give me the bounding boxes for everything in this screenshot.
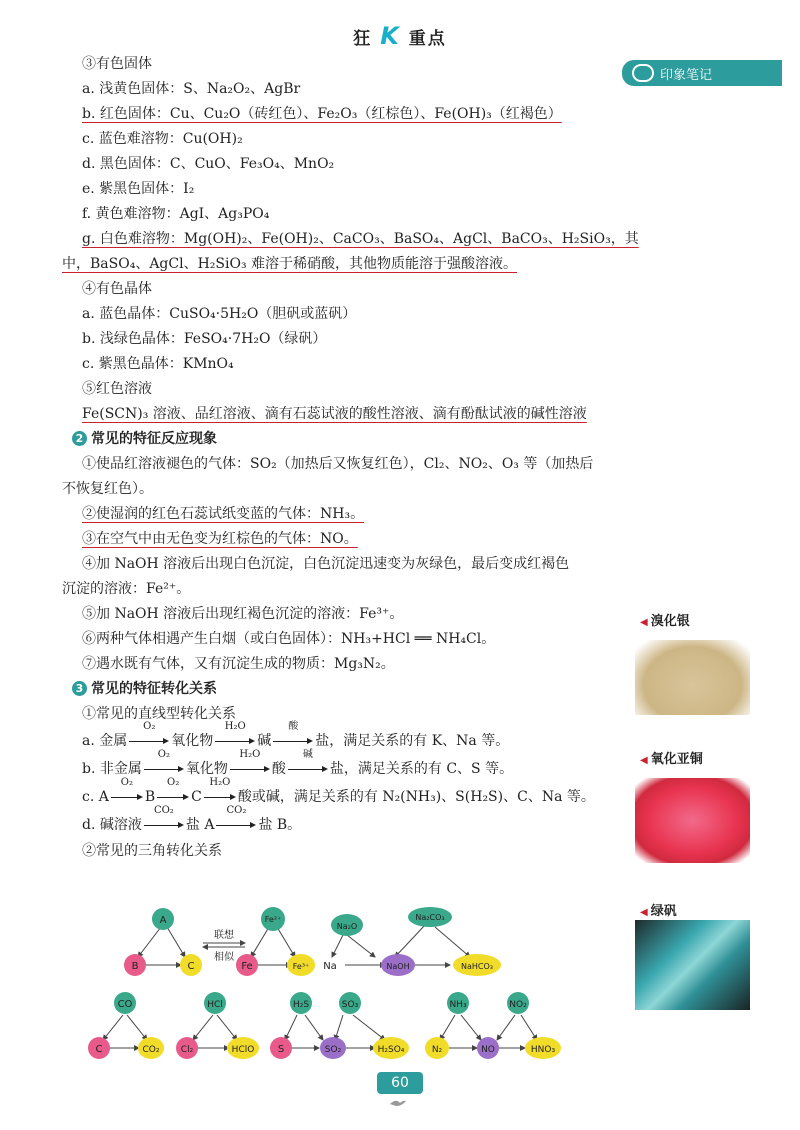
triangle-diagrams [85,905,585,1065]
list-item-text: 中，BaSO₄、AgCl、H₂SiO₃ 难溶于稀硝酸，其他物质能溶于强酸溶液。 [62,256,518,272]
agbr-photo [635,640,750,715]
side-label-text: 绿矾 [650,904,677,919]
main-content [62,52,639,864]
section-number-badge: 3 [72,681,87,696]
header-text-2: 重点 [408,29,447,49]
right-arrow-icon [144,749,184,774]
reaction-text: C [191,789,202,805]
right-arrow-icon [129,721,169,746]
reaction-text: B [144,789,156,805]
right-arrow-icon [215,721,255,746]
node-label: Na [323,961,337,972]
list-item: e. 紫黑色固体：I₂ [82,181,195,197]
arrow-label: O₂ [167,777,180,788]
reaction-text: 酸或碱，满足关系的有 N₂(NH₃)、S(H₂S)、C、Na 等。 [237,789,595,805]
paragraph-line: ⑦遇水既有气体，又有沉淀生成的物质：Mg₃N₂。 [82,656,395,672]
side-label-green-vitriol: ◀ 绿矾 [640,904,677,919]
reaction-text: 盐 B。 [258,817,302,833]
paragraph-line: ⑤加 NaOH 溶液后出现红褐色沉淀的溶液：Fe³⁺。 [82,606,404,622]
section-number-badge: 2 [72,431,87,446]
node-label: NO [481,1045,495,1055]
right-arrow-icon [204,777,236,802]
node-label: NO₂ [509,1000,527,1010]
node-label: S [277,1044,285,1055]
node-label: Fe³⁺ [292,962,310,971]
side-label-agbr: ◀ 溴化银 [640,614,690,629]
green-vitriol-photo [635,920,750,1010]
side-label-text: 溴化银 [650,614,690,629]
section-heading-text: 常见的特征转化关系 [91,681,217,697]
reaction-text: b. 非金属 [82,761,142,777]
node-label: H₂SO₄ [377,1045,405,1055]
reaction-text: 氧化物 [171,733,214,749]
node-label: CO [117,999,133,1010]
header-k-logo: K [380,22,401,50]
node-label: SO₃ [341,1000,359,1010]
note-tab [622,60,782,86]
paragraph-line: 沉淀的溶液：Fe²⁺。 [62,581,191,597]
note-tab-label: 印象笔记 [660,67,713,83]
reaction-text: a. 金属 [82,733,128,749]
right-arrow-icon [157,777,189,802]
arrow-label: CO₂ [226,805,247,816]
elephant-icon [632,64,654,82]
paragraph-line: ②常见的三角转化关系 [82,843,222,859]
list-item [62,102,622,127]
list-item: b. 浅绿色晶体：FeSO₄·7H₂O（绿矾） [82,331,327,347]
reaction-text: c. A [82,789,109,805]
reaction-text: 盐，满足关系的有 C、S 等。 [329,761,514,777]
list-item-text: g. 白色难溶物：Mg(OH)₂、Fe(OH)₂、CaCO₃、BaSO₄、AgCl、BaCO₃、H₂SiO₃，其 [82,231,639,247]
node-label: Cl₂ [180,1045,194,1055]
node-label: B [131,961,139,972]
page-header [0,22,800,50]
arrow-label: O₂ [143,721,156,732]
node-label: Fe²⁺ [264,915,282,924]
arrow-label: H₂O [209,777,231,788]
paragraph-line: ①使品红溶液褪色的气体：SO₂（加热后又恢复红色），Cl₂、NO₂、O₃ 等（加热后 [82,456,594,472]
paragraph-line [62,527,622,552]
right-arrow-icon [273,721,313,746]
right-arrow-icon [216,805,256,830]
section-heading-text: 常见的特征反应现象 [91,431,217,447]
paragraph-text: ②使湿润的红色石蕊试纸变蓝的气体：NH₃。 [82,506,365,522]
reaction-text: 碱 [257,733,272,749]
list-item: d. 黑色固体：C、CuO、Fe₃O₄、MnO₂ [82,156,335,172]
paragraph-line: 不恢复红色）。 [62,481,153,497]
paragraph-line: ⑥两种气体相遇产生白烟（或白色固体）：NH₃+HCl ══ NH₄Cl。 [82,631,496,647]
node-label: Fe [241,961,253,972]
node-label: Na₂CO₃ [415,913,445,922]
arrow-label: O₂ [120,777,133,788]
list-item [62,227,639,252]
bird-icon [388,1098,408,1108]
node-label: A [159,915,167,926]
reaction-text: 氧化物 [185,761,228,777]
cu2o-photo [635,778,750,863]
reaction-text: 酸 [271,761,286,777]
paragraph-text: ③在空气中由无色变为红棕色的气体：NO。 [82,531,358,547]
node-label: CO₂ [142,1045,160,1055]
list-item: a. 蓝色晶体：CuSO₄·5H₂O（胆矾或蓝矾） [82,306,357,322]
list-item: a. 浅黄色固体：S、Na₂O₂、AgBr [82,81,301,97]
side-label-text: 氧化亚铜 [650,752,703,767]
node-label: NaHCO₃ [461,962,493,971]
reaction-text: 盐 A [185,817,215,833]
paragraph-line: ④加 NaOH 溶液后出现白色沉淀，白色沉淀迅速变为灰绿色，最后变成红褐色 [82,556,570,572]
side-label-cu2o: ◀ 氧化亚铜 [640,752,703,767]
list-item-text: b. 红色固体：Cu、Cu₂O（砖红色）、Fe₂O₃（红棕色）、Fe(OH)₃（红褐色） [82,106,562,122]
arrow-label: 酸 [288,721,299,732]
paragraph-line: ①常见的直线型转化关系 [82,706,236,722]
arrow-label: O₂ [157,749,170,760]
section-title: ③有色固体 [82,56,152,72]
node-label: HCl [207,1000,223,1010]
list-item [62,402,622,427]
reaction-line-d [62,805,622,839]
node-label: NH₃ [449,1000,467,1010]
header-text: 狂 [353,29,373,49]
reaction-text: 盐，满足关系的有 K、Na 等。 [315,733,510,749]
assoc-label: 相似 [214,952,234,963]
section-title: ⑤红色溶液 [82,381,152,397]
reaction-line-b [62,749,622,783]
right-arrow-icon [111,777,143,802]
reaction-text: d. 碱溶液 [82,817,142,833]
node-label: NaOH [386,962,410,971]
node-label: Na₂O [336,922,358,931]
section-heading [62,677,622,702]
arrow-label: CO₂ [153,805,174,816]
list-item: f. 黄色难溶物：AgI、Ag₃PO₄ [82,206,270,222]
section-title: ④有色晶体 [82,281,152,297]
right-arrow-icon [288,749,328,774]
list-item: c. 蓝色难溶物：Cu(OH)₂ [82,131,243,147]
node-label: C [95,1044,103,1055]
section-heading [62,427,622,452]
arrow-label: H₂O [239,749,261,760]
node-label: HNO₃ [530,1045,556,1055]
page-number: 60 [377,1072,423,1094]
arrow-label: 碱 [302,749,313,760]
right-arrow-icon [230,749,270,774]
paragraph-line [62,502,622,527]
list-item [62,252,622,277]
assoc-label: 联想 [214,930,234,941]
right-arrow-icon [144,805,184,830]
node-label: H₂S [292,1000,310,1010]
node-label: C [187,961,195,972]
node-label: N₂ [431,1045,443,1055]
node-label: SO₂ [324,1045,342,1055]
list-item: c. 紫黑色晶体：KMnO₄ [82,356,234,372]
node-label: HClO [231,1045,255,1055]
list-item-text: Fe(SCN)₃ 溶液、品红溶液、滴有石蕊试液的酸性溶液、滴有酚酞试液的碱性溶液 [82,406,587,422]
arrow-label: H₂O [224,721,246,732]
